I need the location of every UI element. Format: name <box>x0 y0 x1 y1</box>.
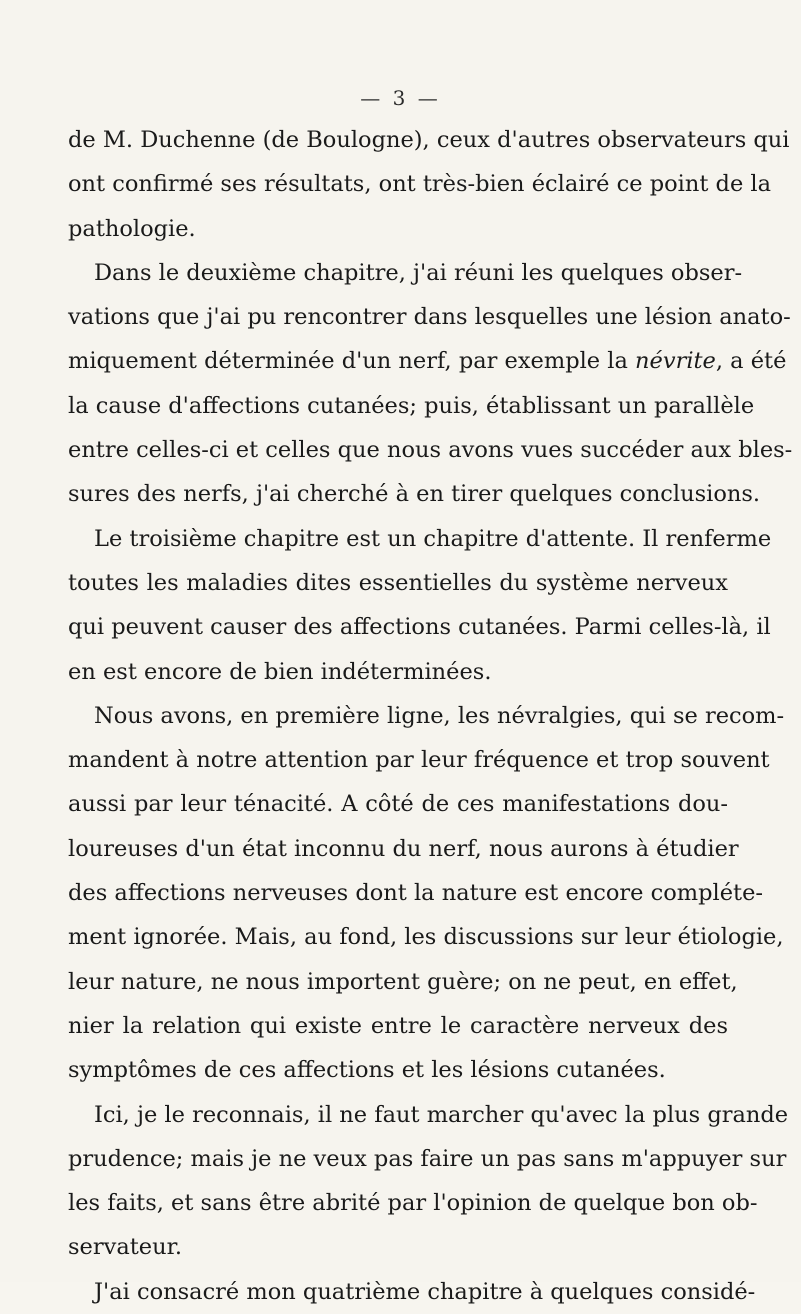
paragraph-start-line: Ici, je le reconnais, il ne faut marcher qu'avec la plus grande <box>94 1101 789 1128</box>
paragraph-start-line: Dans le deuxième chapitre, j'ai réuni les quelques obser- <box>94 259 743 286</box>
page-number: — 3 — <box>360 86 441 110</box>
text-line: en est encore de bien indéterminées. <box>68 658 492 685</box>
text-line: symptômes de ces affections et les lésions cutanées. <box>68 1057 666 1084</box>
italic-term: névrite <box>635 348 716 375</box>
text-line: toutes les maladies dites essentielles du système nerveux <box>68 569 728 596</box>
text-line: prudence; mais je ne veux pas faire un pas sans m'appuyer sur <box>68 1145 787 1172</box>
text-line: servateur. <box>68 1234 183 1261</box>
text-line: mandent à notre attention par leur fréquence et trop souvent <box>68 747 770 774</box>
text-line: pathologie. <box>68 215 196 242</box>
text-line: des affections nerveuses dont la nature est encore compléte- <box>68 880 763 907</box>
text-line: sures des nerfs, j'ai cherché à en tirer quelques conclusions. <box>68 481 761 508</box>
text-line: qui peuvent causer des affections cutanées. Parmi celles-là, il <box>68 614 771 641</box>
text-line: aussi par leur ténacité. A côté de ces manifestations dou- <box>68 791 728 818</box>
text-line: vations que j'ai pu rencontrer dans lesquelles une lésion anato- <box>68 304 791 331</box>
text-segment: miquement déterminée d'un nerf, par exemple la <box>68 348 628 375</box>
paragraph-start-line: Nous avons, en première ligne, les névralgies, qui se recom- <box>94 702 785 729</box>
text-line: ont confirmé ses résultats, ont très-bien éclairé ce point de la <box>68 171 772 198</box>
text-line: ment ignorée. Mais, au fond, les discussions sur leur étiologie, <box>68 924 784 951</box>
text-line: loureuses d'un état inconnu du nerf, nous aurons à étudier <box>68 835 739 862</box>
paragraph-start-line: J'ai consacré mon quatrième chapitre à quelques considé- <box>94 1278 756 1305</box>
text-line: de M. Duchenne (de Boulogne), ceux d'autres observateurs qui <box>68 127 790 153</box>
text-segment: , a été <box>715 348 787 375</box>
text-line: les faits, et sans être abrité par l'opinion de quelque bon ob- <box>68 1190 758 1217</box>
body-text <box>68 118 793 1314</box>
paragraph-start-line: Le troisième chapitre est un chapitre d'attente. Il renferme <box>94 525 772 552</box>
text-line: la cause d'affections cutanées; puis, établissant un parallèle <box>68 392 755 419</box>
text-line: leur nature, ne nous importent guère; on ne peut, en effet, <box>68 968 738 995</box>
text-line: entre celles-ci et celles que nous avons vues succéder aux bles- <box>68 437 793 464</box>
text-line-with-italic <box>68 339 787 383</box>
text-line: nier la relation qui existe entre le caractère nerveux des <box>68 1012 728 1039</box>
